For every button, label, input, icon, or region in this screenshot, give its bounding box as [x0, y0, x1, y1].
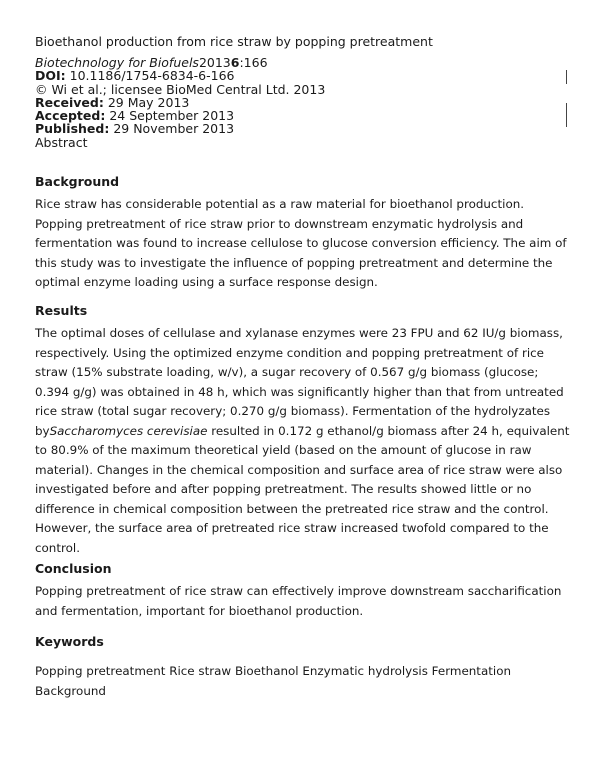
published-label: Published:	[35, 121, 110, 137]
text-line	[35, 422, 570, 442]
keywords-text: Popping pretreatment Rice straw Bioethanol Enzymatic hydrolysis Fermentation	[35, 664, 512, 678]
text-line: investigated before and after popping pretreatment. The results showed little or no	[35, 482, 532, 496]
text-fragment: resulted in 0.172 g ethanol/g biomass after 24 h, equivalent	[207, 423, 570, 438]
background-heading: Background	[35, 174, 120, 189]
received-label: Received:	[35, 94, 104, 110]
published-date: 29 November 2013	[113, 121, 235, 137]
text-line: control.	[35, 540, 80, 555]
text-line: 0.394 g/g) was obtained in 48 h, which was significantly higher than that from untreated	[35, 384, 564, 399]
accepted-date: 24 September 2013	[109, 108, 235, 124]
text-line: difference in chemical composition between the pretreated rice straw and the control.	[35, 501, 549, 516]
conclusion-heading: Conclusion	[35, 561, 112, 576]
keywords-list	[35, 662, 565, 701]
doi-value[interactable]: 10.1186/1754-6834-6-166	[69, 68, 235, 84]
article-number: :166	[239, 55, 268, 70]
received-date: 29 May 2013	[107, 94, 190, 110]
journal-name: Biotechnology for Biofuels	[35, 55, 199, 70]
received-line	[35, 96, 325, 109]
published-line	[35, 122, 325, 135]
results-heading: Results	[35, 303, 88, 318]
results-paragraph	[35, 324, 570, 558]
text-line: However, the surface area of pretreated rice straw increased twofold compared to the	[35, 521, 549, 535]
text-line: this study was to investigate the influence of popping pretreatment and determine the	[35, 255, 553, 270]
article-title: Bioethanol production from rice straw by popping pretreatment	[35, 34, 433, 49]
abstract-label: Abstract	[35, 134, 88, 150]
text-line: and fermentation, important for bioethanol production.	[35, 603, 364, 618]
text-line: rice straw (total sugar recovery; 0.270 g/g biomass). Fermentation of the hydrolyzates	[35, 404, 551, 418]
text-line: respectively. Using the optimized enzyme condition and popping pretreatment of rice	[35, 345, 544, 360]
margin-bar	[566, 70, 567, 84]
conclusion-paragraph	[35, 582, 565, 621]
copyright-line: © Wi et al.; licensee BioMed Central Ltd. 2013	[35, 81, 326, 97]
text-fragment: by	[35, 423, 50, 438]
text-line: to 80.9% of the maximum theoretical yield (based on the amount of glucose in raw	[35, 443, 532, 457]
citation-line	[35, 56, 325, 69]
accepted-label: Accepted:	[35, 108, 106, 124]
text-line: Rice straw has considerable potential as a raw material for bioethanol production.	[35, 197, 525, 211]
text-line: straw (15% substrate loading, w/v), a sugar recovery of 0.567 g/g biomass (glucose;	[35, 365, 539, 379]
article-metadata	[35, 56, 325, 149]
journal-volume: 6	[230, 55, 240, 70]
doi-line	[35, 69, 325, 82]
doi-label: DOI:	[35, 68, 66, 84]
accepted-line	[35, 109, 325, 122]
background-paragraph	[35, 195, 565, 293]
margin-bar	[566, 103, 567, 127]
text-line: Popping pretreatment of rice straw prior to downstream enzymatic hydrolysis and	[35, 216, 524, 231]
text-line: fermentation was found to increase cellulose to glucose conversion efficiency. The aim of	[35, 236, 567, 250]
text-line: optimal enzyme loading using a surface response design.	[35, 275, 378, 289]
text-line: material). Changes in the chemical composition and surface area of rice straw were also	[35, 462, 563, 477]
next-section-heading: Background	[35, 683, 106, 698]
species-name: Saccharomyces cerevisiae	[49, 423, 208, 438]
text-line: Popping pretreatment of rice straw can effectively improve downstream saccharification	[35, 584, 562, 598]
text-line: The optimal doses of cellulase and xylanase enzymes were 23 FPU and 62 IU/g biomass,	[35, 326, 563, 340]
journal-year: 2013	[198, 55, 231, 70]
keywords-heading: Keywords	[35, 634, 104, 649]
